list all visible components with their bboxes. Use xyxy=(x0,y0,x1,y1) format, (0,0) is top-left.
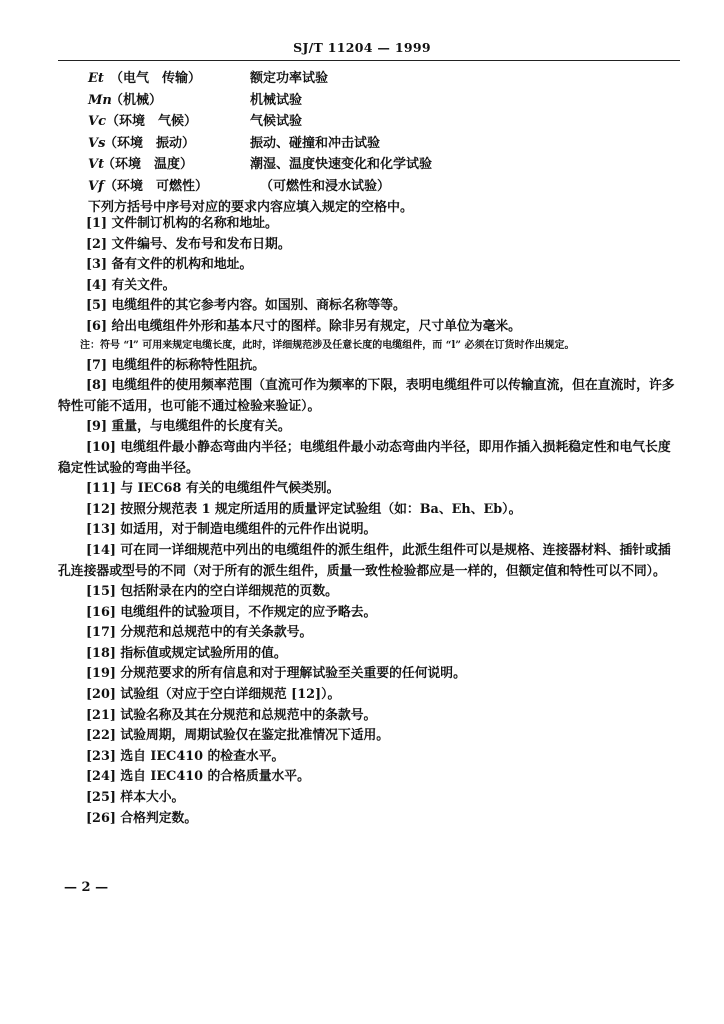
list-item: [18] 指标值或规定试验所用的值。 xyxy=(86,645,287,661)
list-item: [16] 电缆组件的试验项目，不作规定的应予略去。 xyxy=(86,604,377,620)
list-item: [14] 可在同一详细规范中列出的电缆组件的派生组件，此派生组件可以是规格、连接器材料、插针或插孔连接器或型号的不同（对于所有的派生组件，质量一致性检验都应是一样的，但额定值和特性可以不同）。 xyxy=(58,542,671,579)
class-category: （电气 传输） xyxy=(110,71,202,86)
page-number: — 2 — xyxy=(64,880,109,895)
list-item: [23] 选自 IEC410 的检查水平。 xyxy=(86,748,285,764)
class-test: 机械试验 xyxy=(250,92,303,108)
note-text: 注：符号 “l” 可用来规定电缆长度，此时，详细规范涉及任意长度的电缆组件，而 “l” 必须在订货时作出规定。 xyxy=(80,339,575,351)
classification-row xyxy=(88,154,668,176)
class-category: （环境 温度） xyxy=(102,157,194,173)
class-code: Et xyxy=(88,71,104,86)
list-item: [17] 分规范和总规范中的有关条款号。 xyxy=(86,625,313,641)
class-category: （环境 可燃性） xyxy=(104,178,209,194)
class-code: Vs xyxy=(88,135,106,151)
intro-text: 下列方括号中序号对应的要求内容应填入规定的空格中。 xyxy=(88,200,414,215)
class-test: 气候试验 xyxy=(250,114,303,130)
classification-row xyxy=(88,111,668,133)
list-item: [10] 电缆组件最小静态弯曲内半径；电缆组件最小动态弯曲内半径，即用作插入损耗稳定性和电气长度稳定性试验的弯曲半径。 xyxy=(58,439,671,476)
header-rule xyxy=(58,60,680,61)
classification-row xyxy=(88,90,668,112)
list-item: [6] 给出电缆组件外形和基本尺寸的图样。除非另有规定，尺寸单位为毫米。 xyxy=(86,318,521,334)
class-test: 额定功率试验 xyxy=(250,71,329,86)
list-item: [9] 重量，与电缆组件的长度有关。 xyxy=(86,419,291,435)
class-test: 潮湿、温度快速变化和化学试验 xyxy=(250,157,433,173)
list-item: [21] 试验名称及其在分规范和总规范中的条款号。 xyxy=(86,707,377,723)
requirements-list xyxy=(58,214,676,829)
list-item: [11] 与 IEC68 有关的电缆组件气候类别。 xyxy=(86,481,340,497)
list-item: [26] 合格判定数。 xyxy=(86,810,198,826)
list-item: [19] 分规范要求的所有信息和对于理解试验至关重要的任何说明。 xyxy=(86,666,466,682)
class-code: Vt xyxy=(88,157,105,173)
class-test: 振动、碰撞和冲击试验 xyxy=(250,135,381,151)
list-item: [13] 如适用，对于制造电缆组件的元件作出说明。 xyxy=(86,522,377,538)
class-category: （环境 振动） xyxy=(104,135,196,151)
list-item: [8] 电缆组件的使用频率范围（直流可作为频率的下限，表明电缆组件可以传输直流，但在直流时，许多特性可能不适用，也可能不通过检验来验证）。 xyxy=(58,378,675,414)
list-item: [4] 有关文件。 xyxy=(86,277,176,293)
class-code: Vc xyxy=(88,114,107,130)
classification-row xyxy=(88,176,668,198)
list-item: [2] 文件编号、发布号和发布日期。 xyxy=(86,236,291,252)
page-header: SJ/T 11204 — 1999 xyxy=(293,40,431,55)
list-item: [24] 选自 IEC410 的合格质量水平。 xyxy=(86,769,310,785)
list-item: [1] 文件制订机构的名称和地址。 xyxy=(86,216,278,231)
list-item: [25] 样本大小。 xyxy=(86,790,185,806)
classification-list xyxy=(88,68,668,198)
class-test: （可燃性和浸水试验） xyxy=(260,178,391,194)
list-item: [22] 试验周期，周期试验仅在鉴定批准情况下适用。 xyxy=(86,728,390,744)
class-code: Vf xyxy=(88,178,104,194)
class-category: （环境 气候） xyxy=(106,114,198,130)
list-item: [12] 按照分规范表 1 规定所适用的质量评定试验组（如：Ba、Eh、Eb）。 xyxy=(86,501,522,517)
classification-row xyxy=(88,68,668,90)
list-item: [3] 备有文件的机构和地址。 xyxy=(86,257,253,273)
list-item: [7] 电缆组件的标称特性阻抗。 xyxy=(86,357,266,373)
class-code: Mn xyxy=(88,92,112,108)
class-category: （机械） xyxy=(110,92,163,108)
classification-row xyxy=(88,133,668,155)
list-item: [20] 试验组（对应于空白详细规范 [12]）。 xyxy=(86,687,341,703)
list-item: [5] 电缆组件的其它参考内容。如国别、商标名称等等。 xyxy=(86,298,406,314)
list-item: [15] 包括附录在内的空白详细规范的页数。 xyxy=(86,584,338,600)
